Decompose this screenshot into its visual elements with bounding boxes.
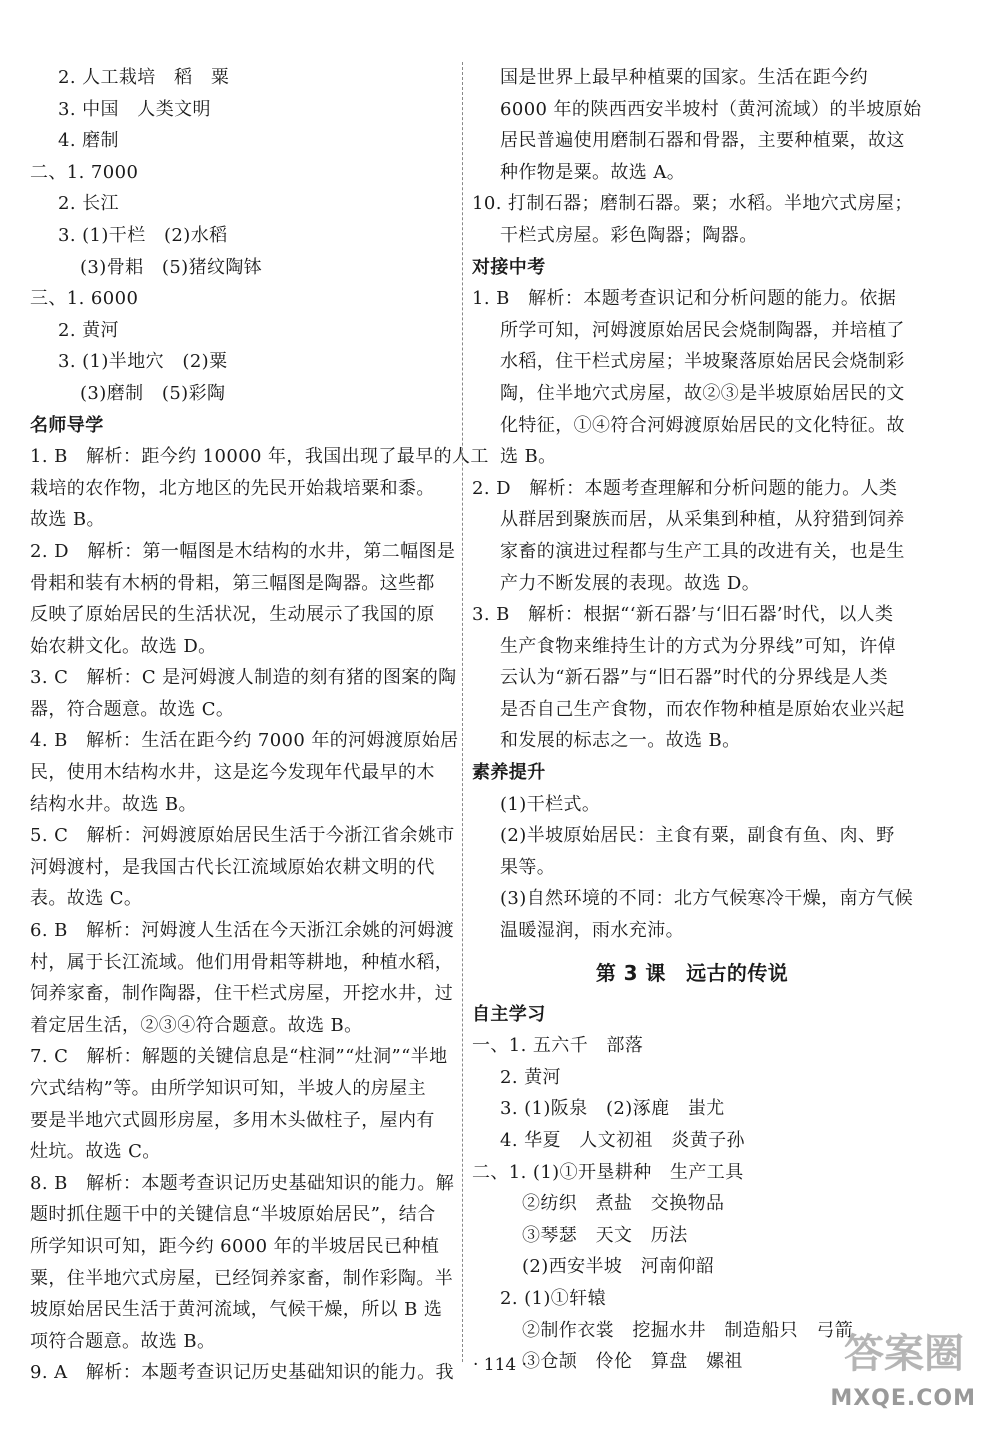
section-heading: 对接中考 xyxy=(472,256,546,278)
answer-line: 器，符合题意。故选 C。 xyxy=(30,698,235,720)
answer-line: 粟，住半地穴式房屋，已经饲养家畜，制作彩陶。半 xyxy=(30,1267,454,1289)
answer-line: 4. 磨制 xyxy=(58,130,119,152)
answer-line: 二、1. 7000 xyxy=(30,161,139,183)
answer-line: 果等。 xyxy=(500,856,556,878)
answer-line: 5. C 解析：河姆渡原始居民生活于今浙江省余姚市 xyxy=(30,825,455,847)
answer-line: 家畜的演进过程都与生产工具的改进有关，也是生 xyxy=(500,540,905,562)
answer-line: 2. (1)①轩辕 xyxy=(500,1287,606,1309)
answer-line: (3)磨制 (5)彩陶 xyxy=(80,382,226,404)
answer-line: 2. 黄河 xyxy=(500,1066,561,1088)
answer-line: 10. 打制石器；磨制石器。粟；水稻。半地穴式房屋； xyxy=(472,193,913,215)
answer-line: 表。故选 C。 xyxy=(30,888,143,910)
answer-line: 河姆渡村，是我国古代长江流域原始农耕文明的代 xyxy=(30,856,435,878)
answer-line: 2. D 解析：第一幅图是木结构的水井，第二幅图是 xyxy=(30,540,456,562)
answer-line: 反映了原始居民的生活状况，生动展示了我国的原 xyxy=(30,604,435,626)
answer-line: 水稻，住干栏式房屋；半坡聚落原始居民会烧制彩 xyxy=(500,351,905,373)
answer-line: 3. B 解析：根据“‘新石器’与‘旧石器’时代，以人类 xyxy=(472,604,894,626)
answer-line: 1. B 解析：距今约 10000 年，我国出现了最早的人工 xyxy=(30,446,489,468)
answer-line: ②纺织 煮盐 交换物品 xyxy=(522,1193,725,1215)
answer-line: (2)半坡原始居民：主食有粟，副食有鱼、肉、野 xyxy=(500,825,895,847)
answer-line: 题时抓住题干中的关键信息“半坡原始居民”，结合 xyxy=(30,1204,436,1226)
answer-line: 要是半地穴式圆形房屋，多用木头做柱子，屋内有 xyxy=(30,1109,435,1131)
answer-line: 3. (1)干栏 (2)水稻 xyxy=(58,224,228,246)
answer-line: 化特征，①④符合河姆渡原始居民的文化特征。故 xyxy=(500,414,905,436)
answer-line: 温暖湿润，雨水充沛。 xyxy=(500,920,684,942)
answer-line: 和发展的标志之一。故选 B。 xyxy=(500,730,741,752)
answer-line: 2. D 解析：本题考查理解和分析问题的能力。人类 xyxy=(472,477,898,499)
answer-line: 9. A 解析：本题考查识记历史基础知识的能力。我 xyxy=(30,1362,454,1384)
answer-line: (3)自然环境的不同：北方气候寒冷干燥，南方气候 xyxy=(500,888,914,910)
answer-line: 民，使用木结构水井，这是迄今发现年代最早的木 xyxy=(30,762,435,784)
answer-line: 所学知识可知，距今约 6000 年的半坡居民已种植 xyxy=(30,1235,440,1257)
answer-line: 栽培的农作物，北方地区的先民开始栽培粟和黍。 xyxy=(30,477,435,499)
answer-line: 陶，住半地穴式房屋，故②③是半坡原始居民的文 xyxy=(500,382,905,404)
answer-line: 着定居生活，②③④符合题意。故选 B。 xyxy=(30,1014,363,1036)
answer-line: 3. (1)半地穴 (2)粟 xyxy=(58,351,228,373)
answer-line: 产力不断发展的表现。故选 D。 xyxy=(500,572,761,594)
answer-line: 种作物是粟。故选 A。 xyxy=(500,161,686,183)
answer-line: 是否自己生产食物，而农作物种植是原始农业兴起 xyxy=(500,698,905,720)
answer-line: 7. C 解析：解题的关键信息是“柱洞”“灶洞”“半地 xyxy=(30,1046,448,1068)
answer-line: 三、1. 6000 xyxy=(30,288,139,310)
answer-line: 灶坑。故选 C。 xyxy=(30,1141,161,1163)
answer-line: 云认为“新石器”与“旧石器”时代的分界线是人类 xyxy=(500,667,889,689)
answer-line: 4. B 解析：生活在距今约 7000 年的河姆渡原始居 xyxy=(30,730,459,752)
answer-line: 始农耕文化。故选 D。 xyxy=(30,635,217,657)
answer-line: 村，属于长江流域。他们用骨耜等耕地，种植水稻， xyxy=(30,951,454,973)
answer-line: 6000 年的陕西西安半坡村（黄河流域）的半坡原始 xyxy=(500,98,922,120)
answer-line: 2. 黄河 xyxy=(58,319,119,341)
right-column xyxy=(472,62,922,1378)
answer-line: 二、1. (1)①开垦耕种 生产工具 xyxy=(472,1161,744,1183)
answer-line: ③琴瑟 天文 历法 xyxy=(522,1224,688,1246)
answer-line: 3. 中国 人类文明 xyxy=(58,98,211,120)
watermark-logo: 答案圈 xyxy=(844,1331,964,1377)
answer-line: (1)干栏式。 xyxy=(500,793,601,815)
page-number: · 114 · xyxy=(472,1355,528,1375)
answer-line: 从群居到聚族而居，从采集到种植，从狩猎到饲养 xyxy=(500,509,905,531)
section-heading: 名师导学 xyxy=(30,414,104,436)
section-heading: 素养提升 xyxy=(472,762,546,784)
answer-line: 3. C 解析：C 是河姆渡人制造的刻有猪的图案的陶 xyxy=(30,667,457,689)
answer-line: (3)骨耜 (5)猪纹陶钵 xyxy=(80,256,263,278)
answer-line: 穴式结构”等。由所学知识可知，半坡人的房屋主 xyxy=(30,1078,426,1099)
watermark-site: MXQE.COM xyxy=(830,1386,976,1411)
answer-line: 国是世界上最早种植粟的国家。生活在距今约 xyxy=(500,67,868,88)
left-column xyxy=(30,62,489,1389)
answer-line: 干栏式房屋。彩色陶器；陶器。 xyxy=(500,224,758,246)
answer-line: 选 B。 xyxy=(500,446,557,468)
answer-line: 3. (1)阪泉 (2)涿鹿 蚩尤 xyxy=(500,1098,725,1120)
section-heading: 自主学习 xyxy=(472,1003,546,1025)
column-divider xyxy=(462,62,463,1362)
answer-line: 坡原始居民生活于黄河流域，气候干燥，所以 B 选 xyxy=(30,1299,443,1321)
answer-line: 所学可知，河姆渡原始居民会烧制陶器，并培植了 xyxy=(500,319,905,341)
answer-line: ②制作衣裳 挖掘水井 制造船只 弓箭 xyxy=(522,1319,854,1341)
answer-line: 2. 人工栽培 稻 粟 xyxy=(58,67,230,88)
answer-line: 结构水井。故选 B。 xyxy=(30,793,197,815)
answer-line: 2. 长江 xyxy=(58,193,119,215)
answer-line: 饲养家畜，制作陶器，住干栏式房屋，开挖水井，过 xyxy=(30,983,454,1005)
answer-line: 6. B 解析：河姆渡人生活在今天浙江余姚的河姆渡 xyxy=(30,920,455,942)
answer-line: 4. 华夏 人文初祖 炎黄子孙 xyxy=(500,1130,745,1151)
lesson-title: 第 3 课 远古的传说 xyxy=(595,960,789,985)
answer-line: (2)西安半坡 河南仰韶 xyxy=(522,1256,715,1278)
answer-line: 生产食物来维持生计的方式为分界线”可知，许倬 xyxy=(500,635,896,657)
answer-line: 故选 B。 xyxy=(30,509,105,531)
answer-line: 居民普遍使用磨制石器和骨器，主要种植粟，故这 xyxy=(500,130,905,152)
answer-line: 8. B 解析：本题考查识记历史基础知识的能力。解 xyxy=(30,1172,455,1194)
answer-line: 1. B 解析：本题考查识记和分析问题的能力。依据 xyxy=(472,288,897,310)
answer-line: ③仓颉 伶伦 算盘 嫘祖 xyxy=(522,1351,743,1373)
answer-line: 项符合题意。故选 B。 xyxy=(30,1330,216,1352)
answer-line: 骨耜和装有木柄的骨耜，第三幅图是陶器。这些都 xyxy=(30,572,435,594)
answer-line: 一、1. 五六千 部落 xyxy=(472,1035,644,1057)
